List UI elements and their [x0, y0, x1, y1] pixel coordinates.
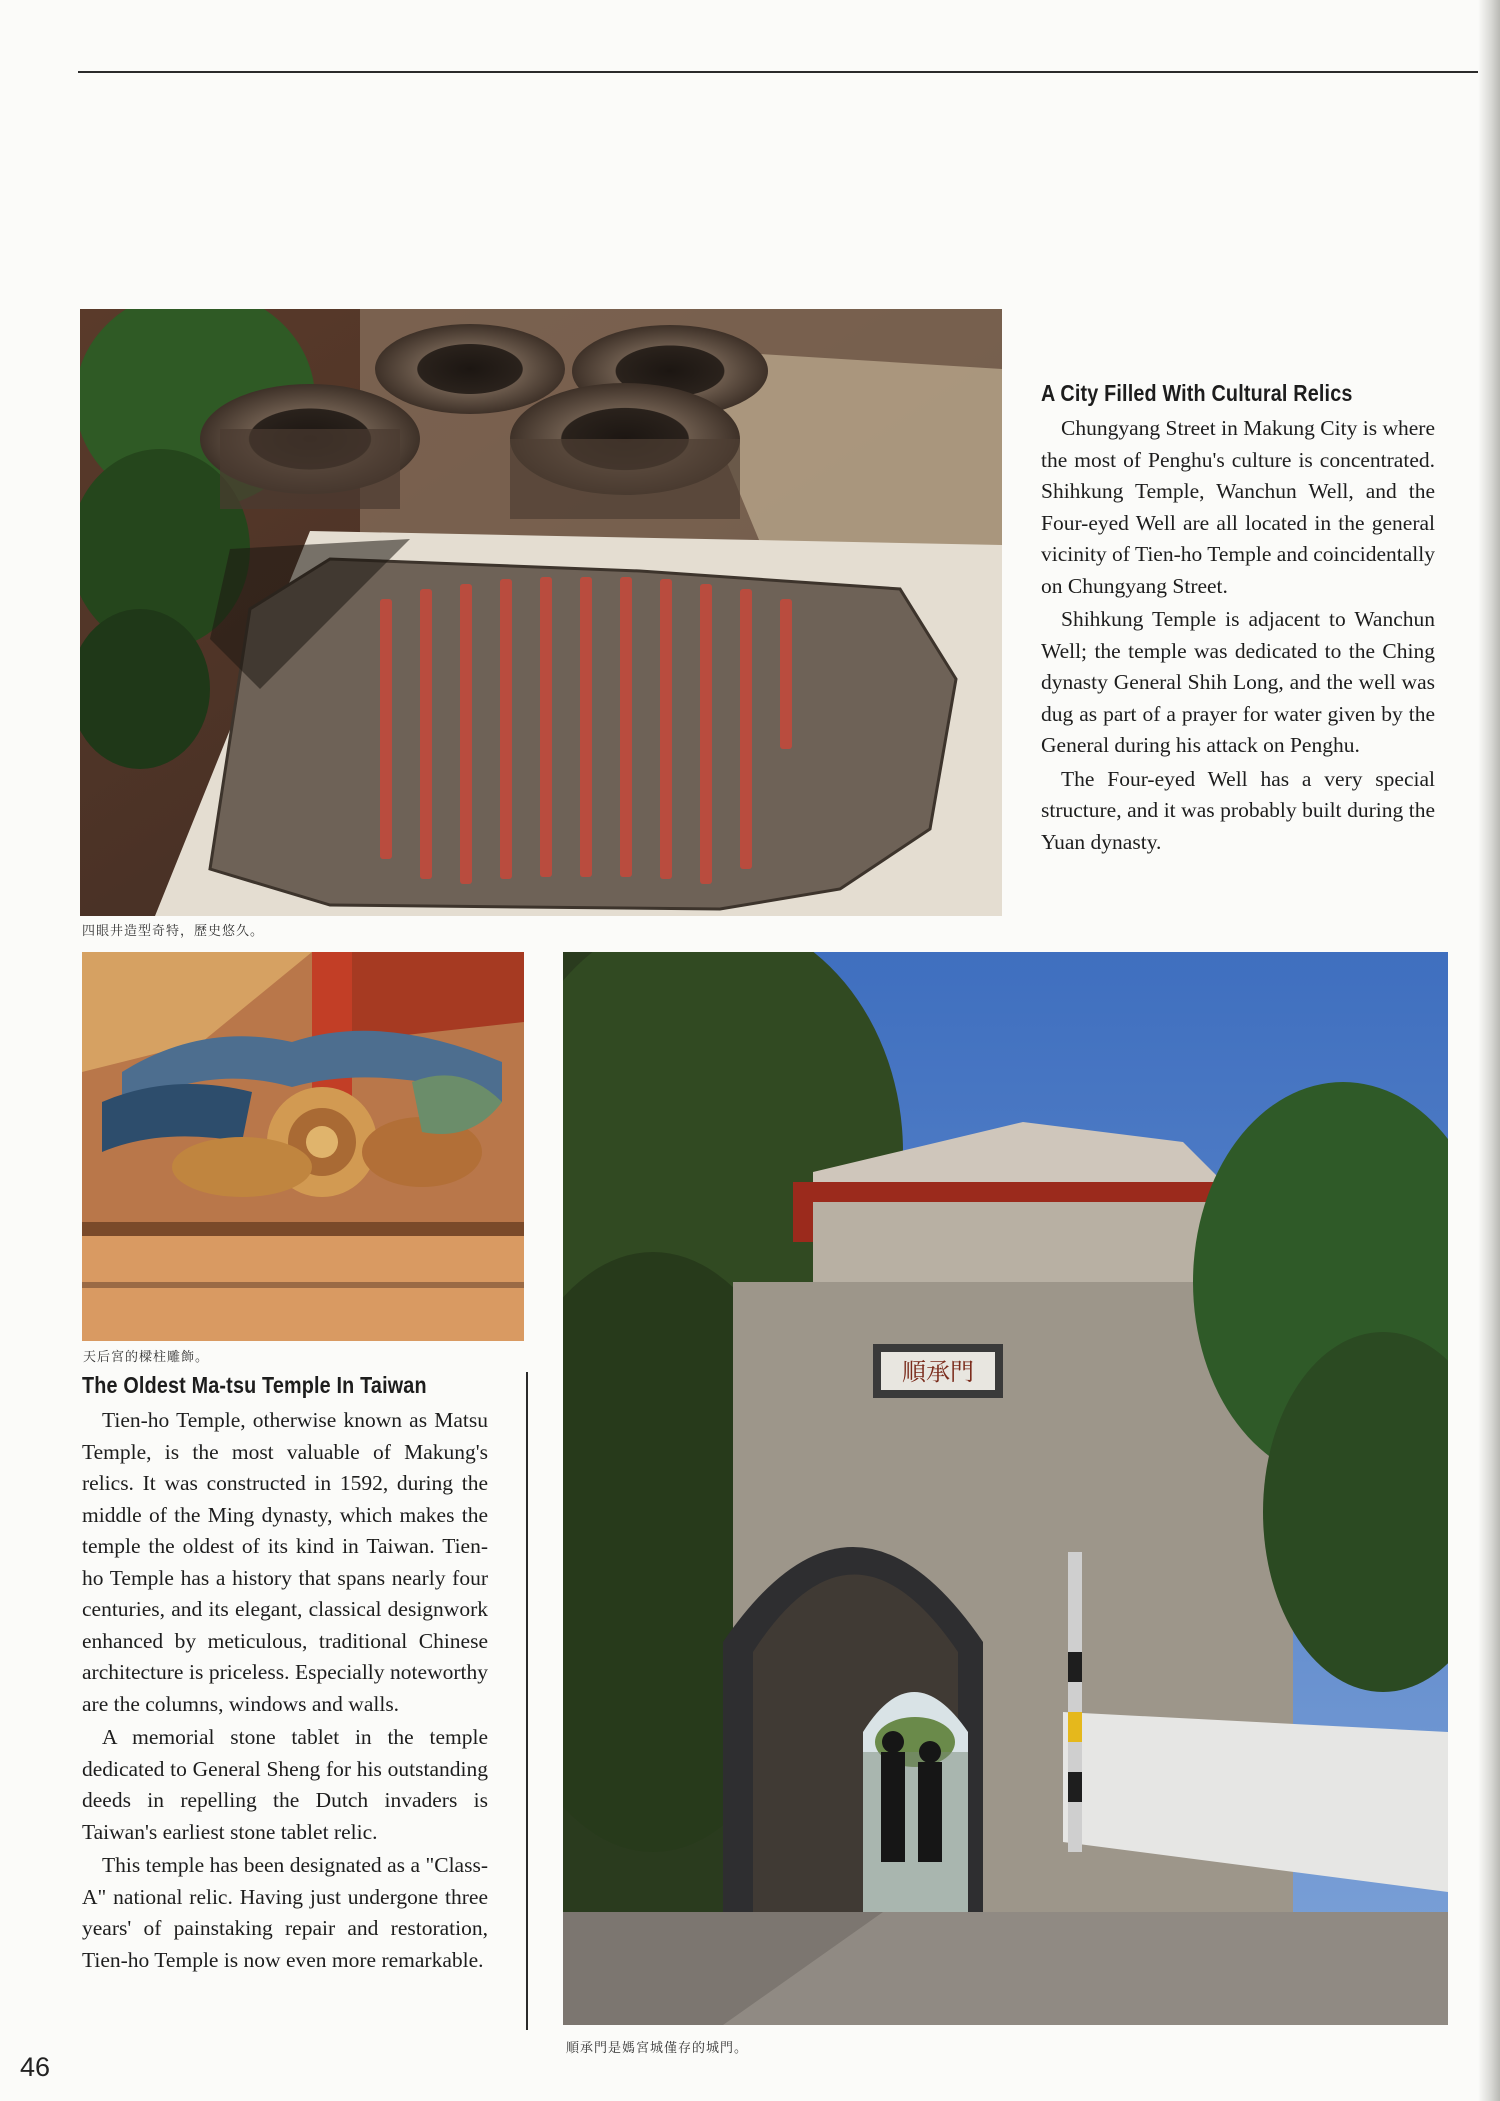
stone-tablet-icon: [80, 309, 1002, 916]
page-number: 46: [20, 2052, 51, 2082]
relics-paragraph: Shihkung Temple is adjacent to Wanchun Well; the temple was dedicated to the Ching dynasty General Shih Long, and the well was dug as part of a prayer for water given by the General during his attack on Penghu.: [1041, 607, 1435, 757]
city-gate-icon: [563, 952, 1448, 2025]
matsu-paragraph: Tien-ho Temple, otherwise known as Matsu Temple, is the most valuable of Makung's relics. It was constructed in 1592, during the middle of the Ming dynasty, which makes the temple the oldest of its kind in Taiwan. Tien-ho Temple has a history that spans nearly four centuries, and its elegant, classical designwork enhanced by meticulous, traditional Chinese architecture is priceless. Especially noteworthy are the columns, windows and walls.: [82, 1408, 488, 1716]
top-rule: [78, 71, 1478, 73]
svg-text:順承門: 順承門: [902, 1358, 974, 1386]
relics-paragraph: Chungyang Street in Makung City is where the most of Penghu's culture is concentrated. Shihkung Temple, Wanchun Well, and the Four-eyed Well are all located in the general vicinity of Tien-ho Temple and coincidentally on Chungyang Street.: [1041, 416, 1435, 598]
matsu-article: [82, 1372, 488, 1978]
relics-paragraph: The Four-eyed Well has a very special structure, and it was probably built during the Yuan dynasty.: [1041, 766, 1435, 854]
matsu-paragraph: A memorial stone tablet in the temple dedicated to General Sheng for his outstanding deeds in repelling the Dutch invaders is Taiwan's earliest stone tablet relic.: [82, 1725, 488, 1844]
four-eyed-well-photo: [80, 309, 1002, 916]
matsu-paragraph: This temple has been designated as a "Class-A" national relic. Having just undergone three years' of painstaking repair and restoration, Tien-ho Temple is now even more remarkable.: [82, 1853, 488, 1972]
relics-heading: A City Filled With Cultural Relics: [1041, 380, 1353, 406]
relics-article: [1041, 380, 1435, 860]
city-gate-caption: 順承門是媽宮城僅存的城門。: [566, 2041, 749, 2056]
temple-carving-photo: [82, 952, 524, 1341]
page-spine-shadow: [1478, 0, 1500, 2101]
matsu-heading: The Oldest Ma-tsu Temple In Taiwan: [82, 1372, 427, 1398]
city-gate-photo: [563, 952, 1448, 2025]
column-divider: [526, 1372, 528, 2030]
temple-carving-caption: 天后宮的樑柱雕飾。: [83, 1350, 210, 1365]
carved-beam-icon: [82, 952, 524, 1341]
four-eyed-well-caption: 四眼井造型奇特，歷史悠久。: [82, 924, 265, 939]
